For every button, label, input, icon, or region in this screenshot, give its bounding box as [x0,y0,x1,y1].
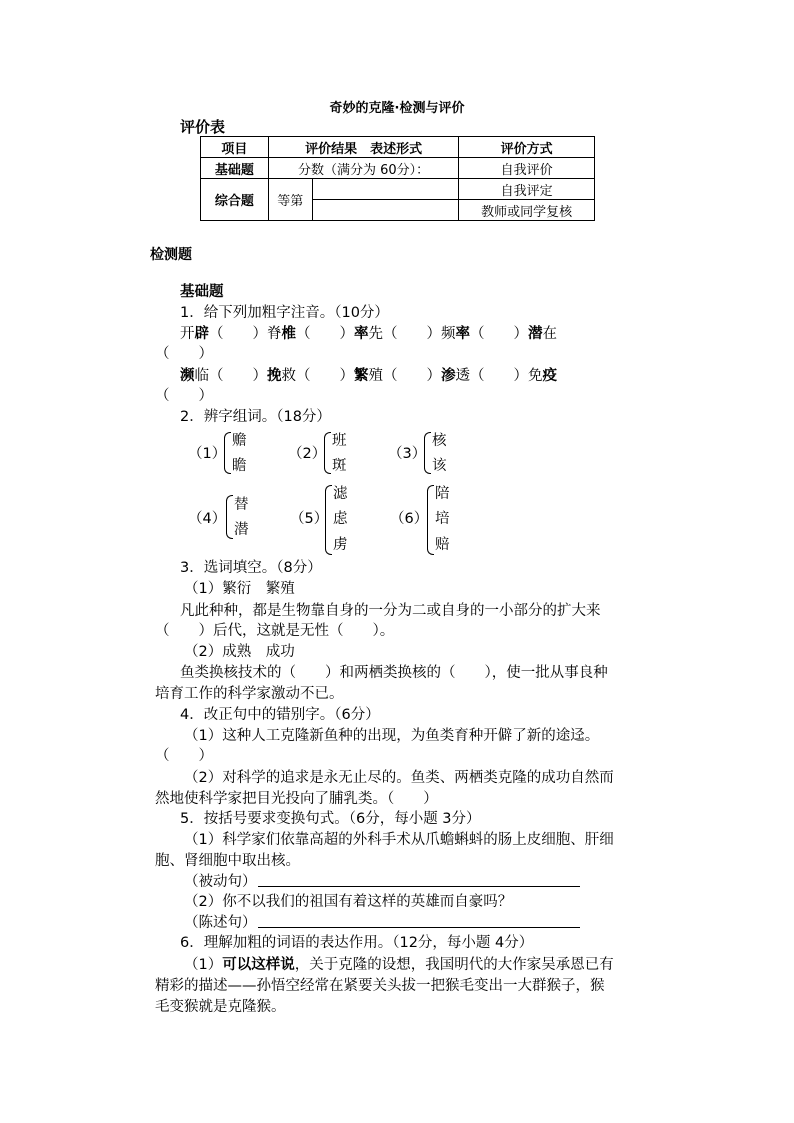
header-result: 评价结果 表述形式 [268,137,459,158]
text-segment: （ ） [296,326,354,342]
bold-char: 繁 [354,368,369,384]
text-segment: （ ）脊 [209,326,282,342]
q3-sentence-2b: 培育工作的科学家激动不已。 [155,686,344,702]
q3-sentence-2: 鱼类换核技术的（ ）和两栖类换核的（ ），使一批从事良种 [180,665,608,681]
bold-char: 率 [455,326,470,342]
q5-label-passive: （被动句） [184,874,257,890]
q4-title: 4．改正句中的错别字。（6分） [180,707,380,723]
basic-result: 分数（满分为 60分）： [268,158,459,179]
group-char: 虏 [333,537,348,553]
header-method: 评价方式 [459,137,595,158]
bold-char: 挽 [267,368,282,384]
comp-result-blank [312,200,459,221]
q4-blank: （ ） [155,748,213,764]
table-row [201,158,595,179]
bold-char: 渗 [441,368,456,384]
bold-char: 辟 [194,326,209,342]
comp-item: 综合题 [201,179,269,221]
basic-method: 自我评价 [459,158,595,179]
group-char: 替 [234,497,249,513]
comp-grade: 等第 [268,179,312,221]
group-char: 班 [332,433,347,449]
eval-heading: 评价表 [180,118,226,136]
q5-label-declarative: （陈述句） [184,915,257,931]
text-segment: （ ） [470,326,528,342]
q5-sentence-2: （2）你不以我们的祖国有着这样的英雄而自豪吗？ [184,894,513,910]
text-segment: 临（ ） [194,368,267,384]
group-label: （1） [188,446,227,462]
page-title: 奇妙的克隆·检测与评价 [329,101,465,116]
q1-blank: （ ） [155,346,213,362]
q1-line1 [180,324,557,344]
brace-icon [427,485,434,555]
text-segment: 开 [180,326,195,342]
comp-method-self: 自我评定 [459,179,595,200]
group-char: 核 [432,433,447,449]
q6-sentence-1b: 精彩的描述——孙悟空经常在紧要关头拔一把猴毛变出一大群猴子，猴 [155,978,605,994]
header-item: 项目 [201,137,269,158]
group-char: 赔 [435,537,450,553]
q6-prefix: （1） [184,957,223,973]
text-segment: 透（ ）免 [455,368,543,384]
eval-table [200,136,595,221]
group-label: （6） [390,511,429,527]
q3-options-1: （1）繁衍 繁殖 [184,581,295,597]
comp-result-blank [312,179,459,200]
q3-sentence-1: 凡此种种，都是生物靠自身的一分为二或自身的一小部分的扩大来 [180,603,601,619]
answer-line [258,927,580,928]
q5-sentence-1: （1）科学家们依靠高超的外科手术从爪蟾蝌蚪的肠上皮细胞、肝细 [184,832,614,848]
text-segment: 殖（ ） [368,368,441,384]
bold-char: 率 [354,326,369,342]
group-char: 该 [432,458,447,474]
q5-sentence-1b: 胞、肾细胞中取出核。 [155,853,300,869]
q1-line3 [180,366,557,386]
comp-method-review: 教师或同学复核 [459,200,595,221]
q2-title: 2．辨字组词。（18分） [180,409,331,425]
basic-heading: 基础题 [180,284,224,300]
answer-line [258,886,580,887]
text-segment: 救（ ） [281,368,354,384]
q5-title: 5．按括号要求变换句式。（6分，每小题 3分） [180,811,481,827]
group-char: 陪 [435,486,450,502]
group-label: （3） [388,446,427,462]
group-char: 滤 [333,486,348,502]
brace-icon [224,432,231,474]
q4-sentence-2b: 然地使科学家把目光投向了脯乳类。（ ） [155,791,438,807]
brace-icon [324,432,331,474]
bold-char: 濒 [180,368,195,384]
q6-title: 6．理解加粗的词语的表达作用。（12分，每小题 4分） [180,935,534,951]
table-row [201,137,595,158]
basic-item: 基础题 [201,158,269,179]
group-char: 斑 [332,458,347,474]
group-label: （2） [288,446,327,462]
q6-rest: ，关于克隆的设想，我国明代的大作家吴承恩已有 [294,957,614,973]
text-segment: 在 [542,326,557,342]
test-heading: 检测题 [150,247,192,263]
brace-icon [424,432,431,474]
q1-title: 1．给下列加粗字注音。（10分） [180,305,389,321]
bold-char: 潜 [528,326,543,342]
bold-char: 椎 [281,326,296,342]
q4-sentence-2: （2）对科学的追求是永无止尽的。鱼类、两栖类克隆的成功自然而 [184,770,614,786]
q6-sentence-1c: 毛变猴就是克隆猴。 [155,999,286,1015]
group-char: 潜 [234,522,249,538]
group-char: 培 [435,511,450,527]
group-label: （5） [290,511,329,527]
q6-bold-phrase: 可以这样说 [222,957,295,973]
brace-icon [226,495,233,539]
table-row [201,179,595,200]
q4-sentence-1: （1）这种人工克隆新鱼种的出现，为鱼类育种开僻了新的途迳。 [184,728,600,744]
q3-sentence-1b: （ ）后代，这就是无性（ ）。 [155,623,395,639]
group-label: （4） [188,511,227,527]
q3-options-2: （2）成熟 成功 [184,644,295,660]
q3-title: 3．选词填空。（8分） [180,560,322,576]
group-char: 虑 [333,511,348,527]
brace-icon [325,485,332,555]
bold-char: 疫 [542,368,557,384]
q6-sentence-1 [184,955,614,975]
group-char: 赡 [232,433,247,449]
text-segment: 先（ ）频 [368,326,456,342]
q1-blank: （ ） [155,388,213,404]
group-char: 瞻 [232,458,247,474]
